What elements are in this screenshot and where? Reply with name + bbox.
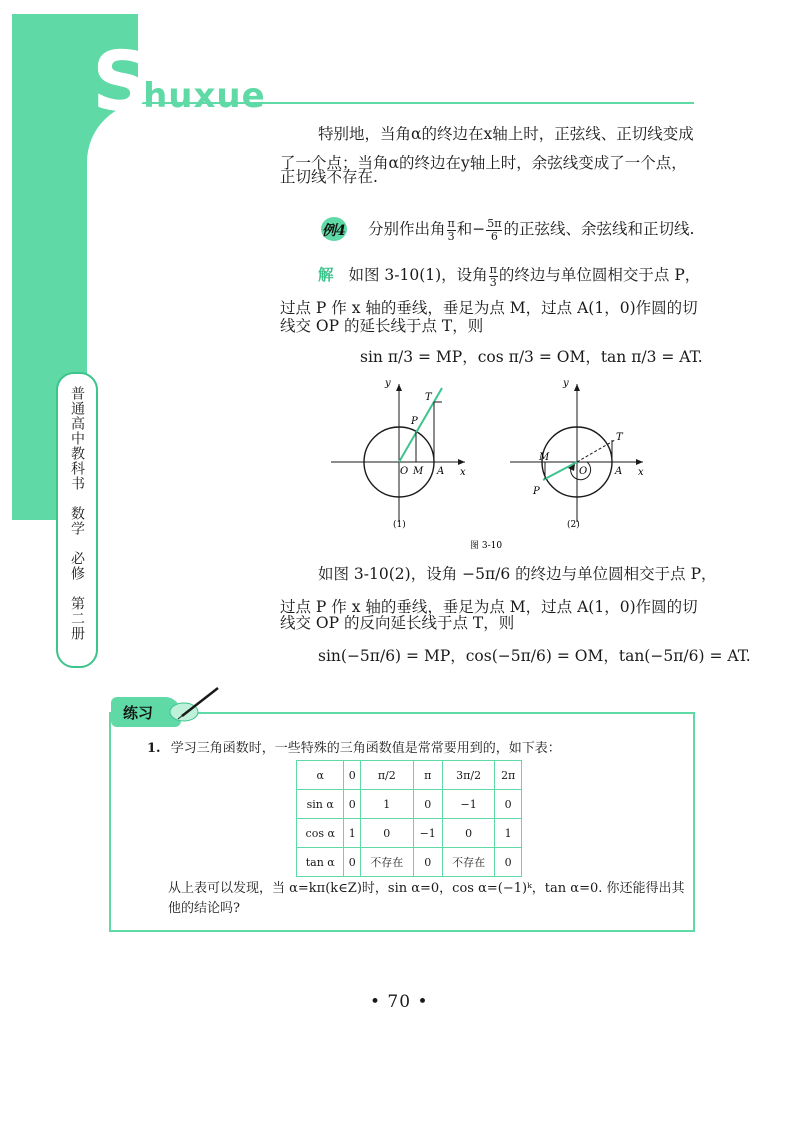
fig2-x-label: x [638,467,644,478]
diagram-1 [331,378,466,530]
shuxue-logo [92,35,274,130]
fig1-x-label: x [460,467,466,478]
figure-caption: 图 3-10 [470,541,503,551]
frac1-den: 3 [447,229,455,243]
table-cell: 0 [495,790,522,819]
sol-frac-den: 3 [489,275,497,289]
table-cell: 1 [344,819,361,848]
page-number: • 70 • [370,992,429,1012]
intro-line-1: 特别地，当角α的终边在x轴上时，正弦线、正切线变成 [318,125,694,143]
fig1-P-label: P [411,416,418,427]
table-cell: 不存在 [361,848,414,877]
solution-l1-pre: 如图 3-10(1)，设角 [348,266,488,284]
fig1-T-label: T [425,392,432,403]
table-cell: 0 [413,848,442,877]
table-cell: 0 [442,819,495,848]
solution-frac [489,264,498,289]
fig2-P-label: P [533,486,540,497]
fig2-sub-caption: (2) [567,520,580,530]
table-header-row [297,761,522,790]
table-cell: 0 [495,848,522,877]
table-cell: 2π [495,761,522,790]
table-cell: tan α [297,848,344,877]
practice-tab-label: 练习 [123,703,154,722]
fig2-A-label: A [615,466,623,477]
example-frac-2 [486,218,502,243]
example-text-pre: 分别作出角 [368,220,446,238]
table-row [297,790,522,819]
example-badge [320,214,358,244]
practice-question [147,738,561,760]
table-cell: 0 [344,761,361,790]
practice-q-number: 1. [147,741,161,756]
table-cell: π/2 [361,761,414,790]
frac2-num: 5π [487,216,502,230]
fig2-O-label: O [579,466,588,477]
table-cell: 0 [344,790,361,819]
table-cell: 0 [361,819,414,848]
fig1-y-label: y [385,378,391,389]
fig1-A-label: A [437,466,445,477]
pen-icon [168,684,222,724]
trig-values-table [296,760,522,877]
solution2-equation: sin(−5π/6) = MP，cos(−5π/6) = OM，tan(−5π/6) = AT. [318,647,751,665]
table-cell: sin α [297,790,344,819]
fig1-M-label: M [413,466,424,477]
solution-label: 解 [318,265,334,284]
table-cell: −1 [413,819,442,848]
solution2-line-3: 线交 OP 的反向延长线于点 T，则 [280,614,515,632]
example-statement [368,215,694,244]
table-cell: 0 [344,848,361,877]
fig2-y-label: y [563,378,569,389]
fig1-O-label: O [400,466,409,477]
table-cell: −1 [442,790,495,819]
solution2-line-1: 如图 3-10(2)，设角 −5π/6 的终边与单位圆相交于点 P， [318,565,717,583]
intro-line-3: 正切线不存在. [280,168,378,186]
table-cell: 0 [413,790,442,819]
fig1-sub-caption: (1) [393,520,406,530]
practice-conclusion-2: 他的结论吗? [168,901,240,916]
table-cell: cos α [297,819,344,848]
frac1-num: π [447,216,455,230]
table-cell: 不存在 [442,848,495,877]
logo-initial: S [92,35,152,130]
frac2-den: 6 [490,229,498,243]
sol-frac-num: π [489,262,497,276]
practice-q-text: 学习三角函数时，一些特殊的三角函数值是常常要用到的，如下表： [170,741,561,756]
example-badge-text: 例4 [322,223,346,239]
solution-equation-1: sin π/3 = MP，cos π/3 = OM，tan π/3 = AT. [360,348,703,366]
table-row [297,848,522,877]
table-row [297,819,522,848]
table-cell: 1 [361,790,414,819]
solution-line-3: 线交 OP 的延长线于点 T，则 [280,317,484,335]
book-title-side-label [56,372,98,668]
example-text-mid: 和− [456,220,486,238]
table-cell: π [413,761,442,790]
fig2-M-label: M [539,452,550,463]
solution2-line-2: 过点 P 作 x 轴的垂线，垂足为点 M，过点 A(1，0)作圆的切 [280,598,698,616]
side-label-text: 普通高中教科书 数学 必修 第二册 [69,386,85,641]
solution-l1-post: 的终边与单位圆相交于点 P， [498,266,701,284]
fig2-T-label: T [616,432,623,443]
table-cell: 3π/2 [442,761,495,790]
practice-conclusion-1: 从上表可以发现，当 α=kπ(k∈Z)时，sin α=0，cos α=(−1)ᵏ，tan α=0. 你还能得出其 [168,881,685,896]
figure-3-10 [325,372,655,552]
solution-line-2: 过点 P 作 x 轴的垂线，垂足为点 M，过点 A(1，0)作圆的切 [280,299,698,317]
table-cell: 1 [495,819,522,848]
example-frac-1 [447,218,456,243]
table-cell: α [297,761,344,790]
diagram-2 [510,378,644,530]
solution-line-1 [318,260,700,290]
logo-rest: huxue [143,76,266,116]
intro-line-2: 了一个点；当角α的终边在y轴上时，余弦线变成了一个点， [280,154,687,172]
example-text-post: 的正弦线、余弦线和正切线. [503,220,695,238]
